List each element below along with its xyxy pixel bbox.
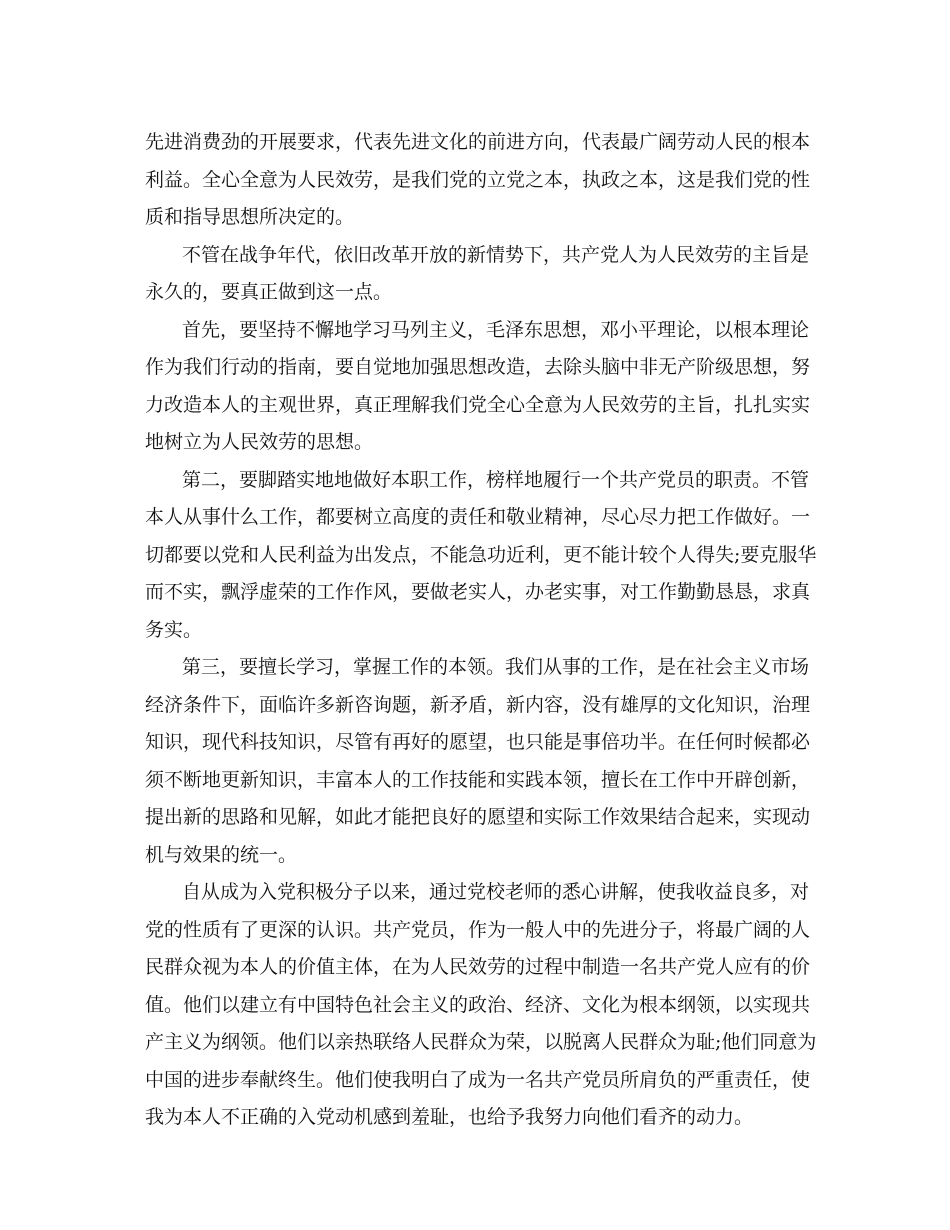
text-line: 机与效果的统一。 xyxy=(145,843,298,866)
text-line: 第二，要脚踏实地地做好本职工作，榜样地履行一个共产党员的职责。不管 xyxy=(182,468,810,491)
text-line: 先进消费劲的开展要求，代表先进文化的前进方向，代表最广阔劳动人民的根本 xyxy=(145,131,811,153)
text-line: 值。他们以建立有中国特色社会主义的政治、经济、文化为根本纲领，以实现共 xyxy=(145,993,811,1016)
text-line: 而不实，飘浮虚荣的工作作风，要做老实人，办老实事，对工作勤勤恳恳，求真 xyxy=(145,581,811,603)
paragraph-4 xyxy=(145,462,817,650)
text-line: 永久的，要真正做到这一点。 xyxy=(145,281,393,303)
paragraph-6 xyxy=(145,874,817,1137)
text-line: 自从成为入党积极分子以来，通过党校老师的悉心讲解，使我收益良多，对 xyxy=(182,881,810,903)
document-body xyxy=(145,124,817,1137)
text-line: 第三，要擅长学习，掌握工作的本领。我们从事的工作，是在社会主义市场 xyxy=(182,656,810,678)
text-line: 知识，现代科技知识，尽管有再好的愿望，也只能是事倍功半。在任何时候都必 xyxy=(145,731,811,753)
text-line: 民群众视为本人的价值主体，在为人民效劳的过程中制造一名共产党人应有的价 xyxy=(145,956,811,978)
text-line: 中国的进步奉献终生。他们使我明白了成为一名共产党员所肩负的严重责任，使 xyxy=(145,1068,811,1091)
text-line: 不管在战争年代，依旧改革开放的新情势下，共产党人为人民效劳的主旨是 xyxy=(182,243,810,266)
text-line: 经济条件下，面临许多新咨询题，新矛盾，新内容，没有雄厚的文化知识，治理 xyxy=(145,693,811,716)
text-line: 我为本人不正确的入党动机感到羞耻，也给予我努力向他们看齐的动力。 xyxy=(145,1106,754,1128)
text-line: 利益。全心全意为人民效劳，是我们党的立党之本，执政之本，这是我们党的性 xyxy=(145,168,811,191)
text-line: 提出新的思路和见解，如此才能把良好的愿望和实际工作效果结合起来，实现动 xyxy=(145,806,811,828)
paragraph-5 xyxy=(145,649,810,874)
paragraph-3 xyxy=(145,312,810,462)
text-line: 质和指导思想所决定的。 xyxy=(145,206,355,228)
text-line: 作为我们行动的指南，要自觉地加强思想改造，去除头脑中非无产阶级思想，努 xyxy=(145,356,811,378)
text-line: 党的性质有了更深的认识。共产党员，作为一般人中的先进分子，将最广阔的人 xyxy=(145,918,811,941)
paragraph-1 xyxy=(145,124,810,237)
paragraph-2 xyxy=(145,237,810,312)
text-line: 须不断地更新知识，丰富本人的工作技能和实践本领，擅长在工作中开辟创新， xyxy=(145,768,811,791)
text-line: 力改造本人的主观世界，真正理解我们党全心全意为人民效劳的主旨，扎扎实实 xyxy=(145,393,811,416)
text-line: 务实。 xyxy=(145,618,203,641)
text-line: 本人从事什么工作，都要树立高度的责任和敬业精神，尽心尽力把工作做好。一 xyxy=(145,506,811,528)
text-line: 地树立为人民效劳的思想。 xyxy=(145,431,374,453)
text-line: 首先，要坚持不懈地学习马列主义，毛泽东思想，邓小平理论，以根本理论 xyxy=(182,318,810,341)
text-line: 切都要以党和人民利益为出发点，不能急功近利，更不能计较个人得失;要克服华 xyxy=(145,543,817,566)
text-line: 产主义为纲领。他们以亲热联络人民群众为荣，以脱离人民群众为耻;他们同意为 xyxy=(145,1031,817,1053)
